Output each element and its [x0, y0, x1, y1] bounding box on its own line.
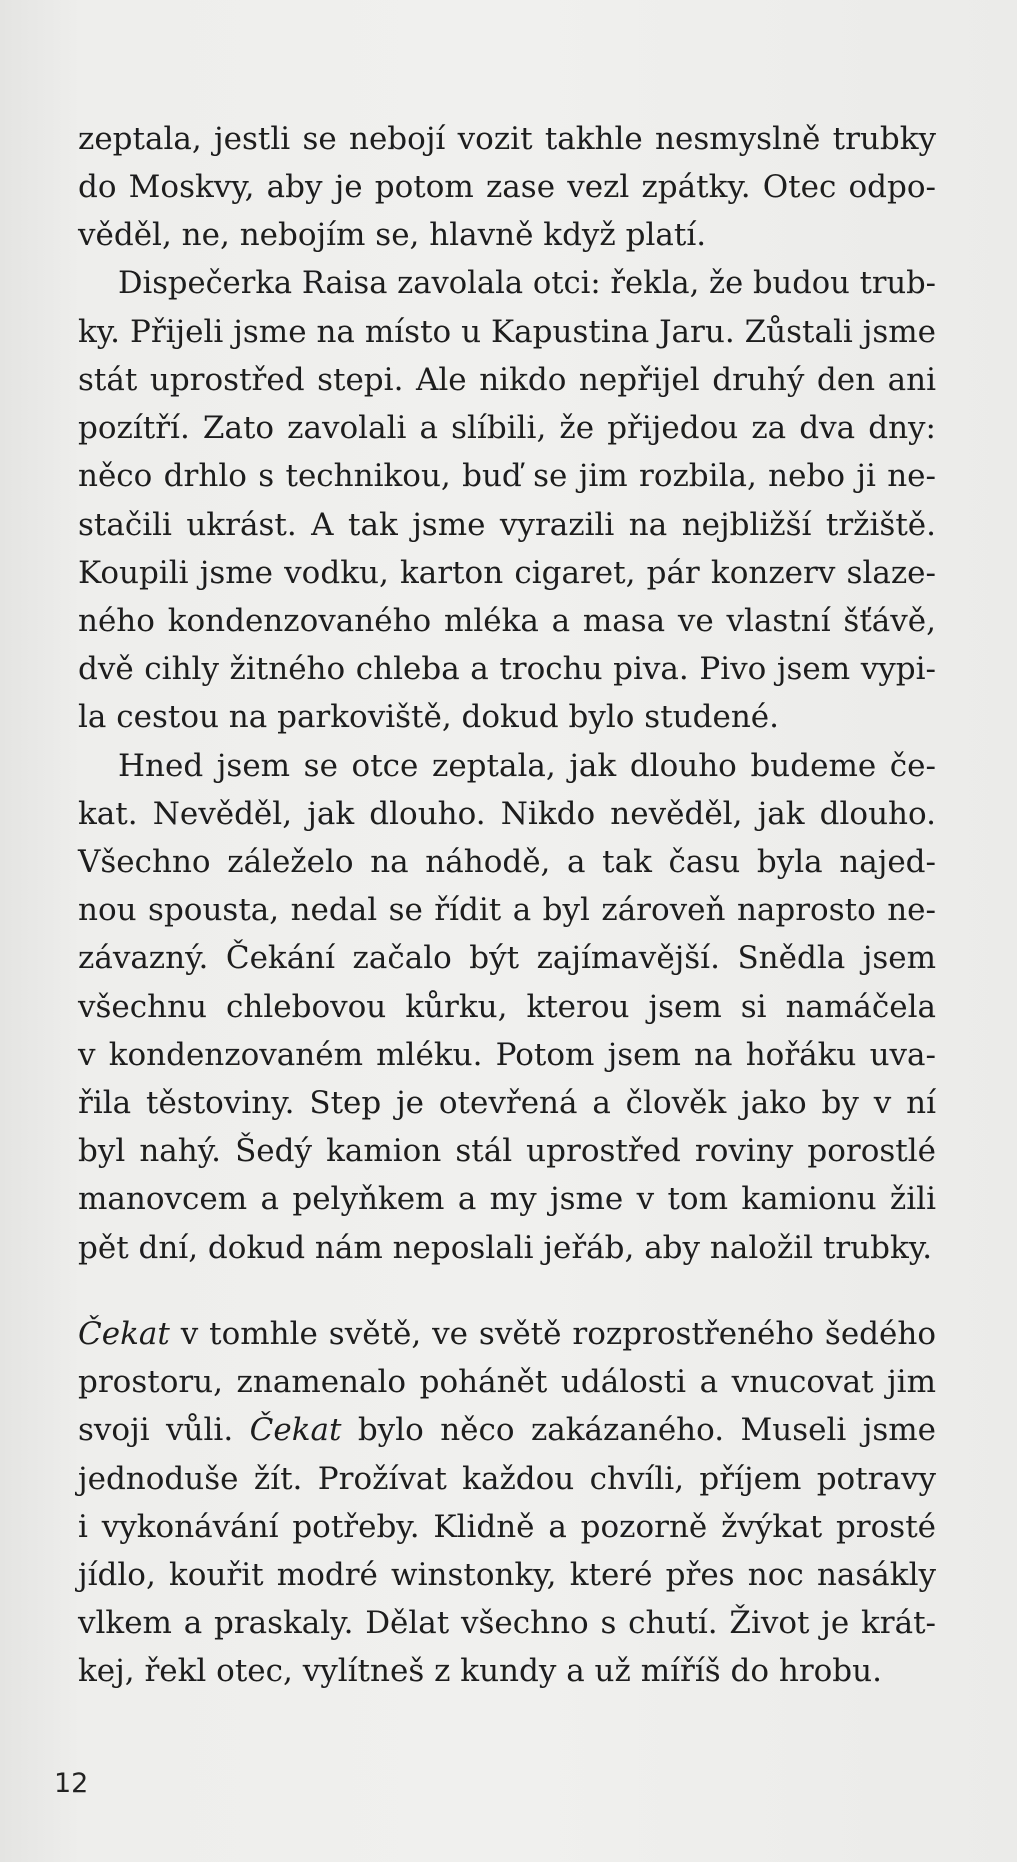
text-line: v kondenzovaném mléku. Potom jsem na hořáku uva-	[78, 1036, 936, 1073]
body-text-block-1	[78, 115, 936, 1272]
text-segment: svoji vůli.	[78, 1412, 250, 1449]
text-line: řila těstoviny. Step je otevřená a člověk jako by v ní	[78, 1085, 936, 1122]
text-segment: v tomhle světě, ve světě rozprostřeného šedého	[169, 1316, 936, 1352]
text-line: vlkem a praskaly. Dělat všechno s chutí. Život je krát-	[78, 1605, 936, 1642]
text-line: kej, řekl otec, vylítneš z kundy a už míříš do hrobu.	[78, 1653, 882, 1690]
text-line: manovcem a pelyňkem a my jsme v tom kamionu žili	[78, 1181, 936, 1218]
body-text-block-2	[78, 1310, 936, 1696]
text-line: prostoru, znamenalo pohánět události a vnucovat jim	[78, 1364, 936, 1401]
text-line: i vykonávání potřeby. Klidně a pozorně žvýkat prosté	[78, 1508, 936, 1545]
text-line: ného kondenzovaného mléka a masa ve vlastní šťávě,	[78, 603, 936, 640]
text-line: jednoduše žít. Prožívat každou chvíli, příjem potravy	[78, 1460, 936, 1497]
text-line: kat. Nevěděl, jak dlouho. Nikdo nevěděl, jak dlouho.	[78, 795, 936, 832]
text-line: stačili ukrást. A tak jsme vyrazili na nejbližší tržiště.	[78, 506, 936, 543]
text-line: nou spousta, nedal se řídit a byl zároveň naprosto ne-	[78, 892, 936, 929]
text-line: závazný. Čekání začalo být zajímavější. Snědla jsem	[78, 940, 936, 977]
text-line: všechnu chlebovou kůrku, kterou jsem si namáčela	[78, 988, 936, 1025]
text-line: Koupili jsme vodku, karton cigaret, pár konzerv slaze-	[78, 554, 936, 591]
text-line: Všechno záleželo na náhodě, a tak času byla najed-	[78, 844, 936, 881]
text-line: do Moskvy, aby je potom zase vezl zpátky. Otec odpo-	[78, 169, 936, 206]
text-segment: bylo něco zakázaného. Museli jsme	[341, 1412, 936, 1449]
text-line: Dispečerka Raisa zavolala otci: řekla, že budou trub-	[118, 265, 936, 301]
text-line: pět dní, dokud nám neposlali jeřáb, aby naložil trubky.	[78, 1229, 933, 1266]
text-line: stát uprostřed stepi. Ale nikdo nepřijel druhý den ani	[78, 362, 936, 399]
text-line: ky. Přijeli jsme na místo u Kapustina Jaru. Zůstali jsme	[78, 313, 936, 350]
text-line	[78, 1310, 936, 1358]
text-line: jídlo, kouřit modré winstonky, které přes noc nasákly	[78, 1557, 936, 1594]
page-number: 12	[54, 1768, 89, 1799]
emphasis-word: Čekat	[78, 1316, 170, 1352]
text-line: něco drhlo s technikou, buď se jim rozbila, nebo ji ne-	[78, 458, 936, 495]
text-line: byl nahý. Šedý kamion stál uprostřed roviny porostlé	[78, 1133, 936, 1170]
emphasis-word: Čekat	[249, 1412, 342, 1449]
text-line: dvě cihly žitného chleba a trochu piva. Pivo jsem vypi-	[78, 651, 936, 688]
text-line: pozítří. Zato zavolali a slíbili, že přijedou za dva dny:	[78, 410, 936, 447]
text-line	[78, 1406, 936, 1454]
text-line: la cestou na parkoviště, dokud bylo studené.	[78, 699, 779, 736]
text-line: zeptala, jestli se nebojí vozit takhle nesmyslně trubky	[78, 121, 936, 157]
text-line: Hned jsem se otce zeptala, jak dlouho budeme če-	[118, 747, 936, 784]
text-line: věděl, ne, nebojím se, hlavně když platí.	[78, 217, 707, 254]
